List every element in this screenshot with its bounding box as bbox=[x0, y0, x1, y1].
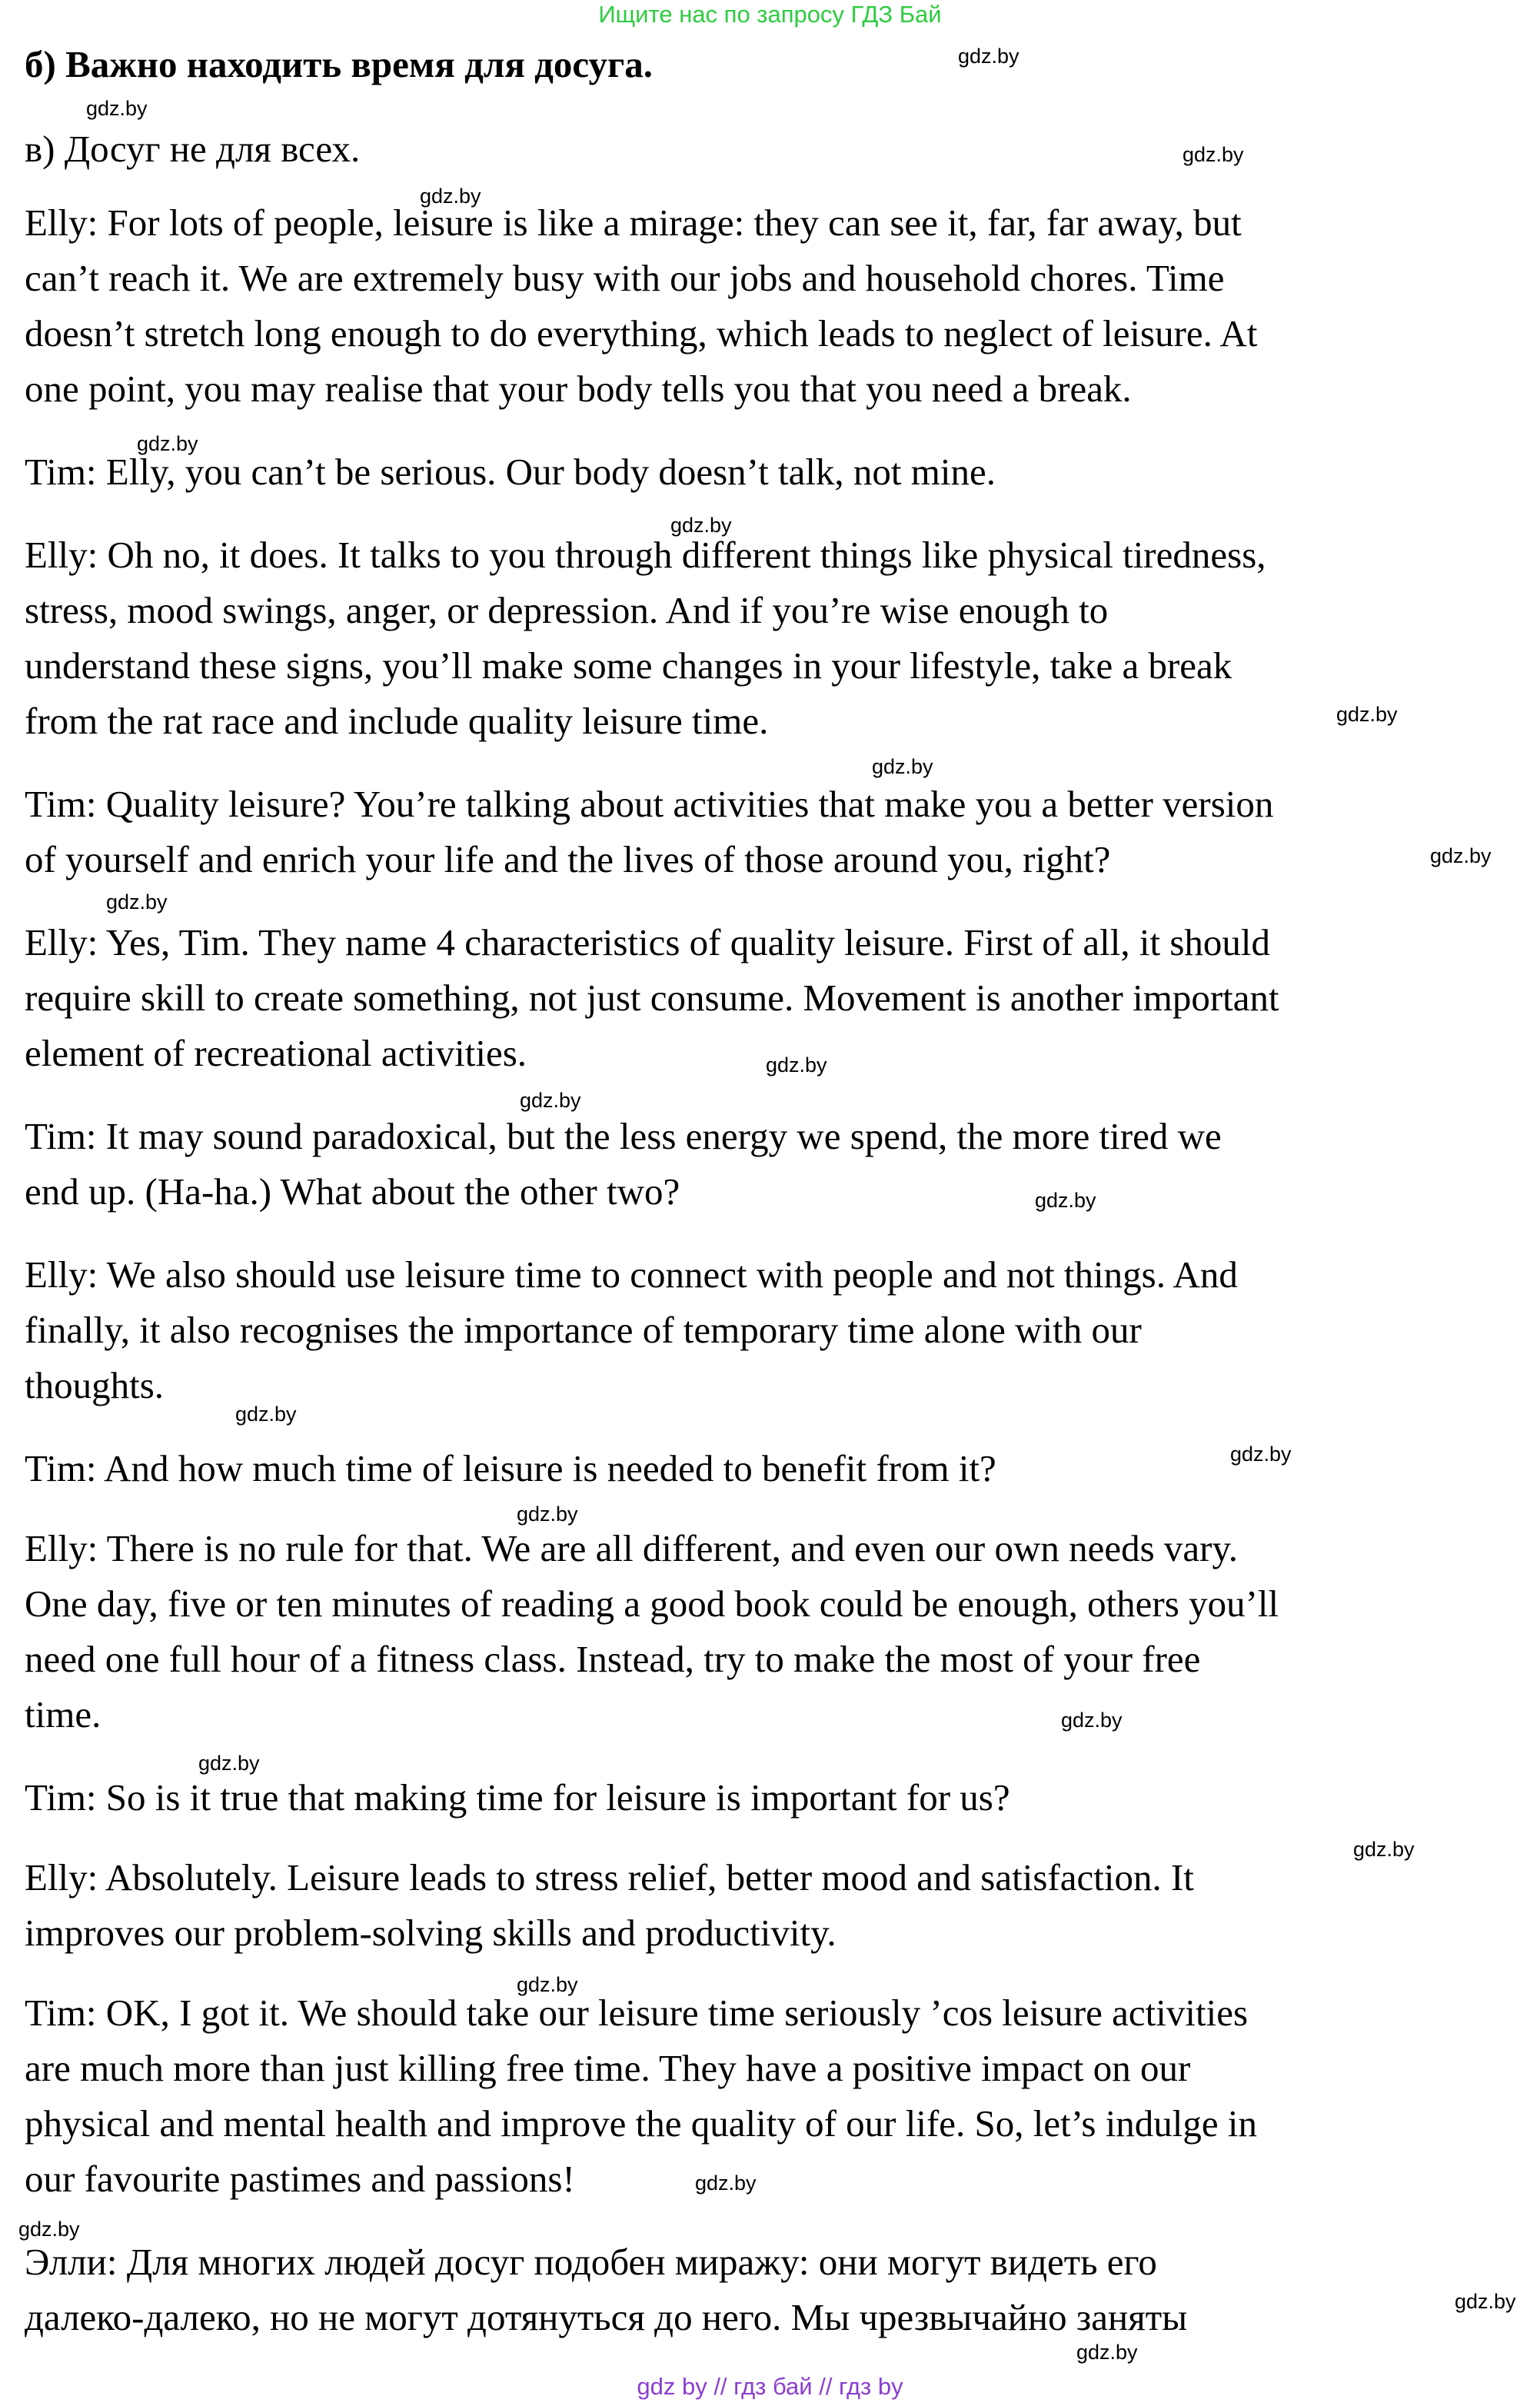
watermark: gdz.by bbox=[420, 185, 481, 208]
text-line: improves our problem-solving skills and productivity. bbox=[25, 1912, 837, 1954]
text-line: are much more than just killing free time. They have a positive impact on our bbox=[25, 2047, 1191, 2089]
text-line: Elly: We also should use leisure time to connect with people and not things. And bbox=[25, 1253, 1238, 1296]
text-line: stress, mood swings, anger, or depression. And if you’re wise enough to bbox=[25, 589, 1109, 631]
text-line: time. bbox=[25, 1693, 101, 1735]
text-line: end up. (Ha-ha.) What about the other two? bbox=[25, 1170, 680, 1213]
watermark: gdz.by bbox=[1035, 1189, 1096, 1212]
watermark: gdz.by bbox=[1061, 1709, 1123, 1732]
text-line: one point, you may realise that your body tells you that you need a break. bbox=[25, 368, 1132, 410]
text-line: require skill to create something, not just consume. Movement is another important bbox=[25, 977, 1279, 1019]
watermark: gdz.by bbox=[1182, 143, 1244, 166]
text-line: Tim: It may sound paradoxical, but the less energy we spend, the more tired we bbox=[25, 1115, 1222, 1157]
text-line: Tim: OK, I got it. We should take our leisure time seriously ’cos leisure activities bbox=[25, 1992, 1249, 2034]
watermark: gdz.by bbox=[670, 514, 732, 537]
watermark: gdz.by bbox=[517, 1973, 578, 1996]
watermark: gdz.by bbox=[1336, 703, 1398, 726]
text-line: далеко-далеко, но не могут дотянуться до него. Мы чрезвычайно заняты bbox=[25, 2296, 1188, 2338]
text-line: thoughts. bbox=[25, 1364, 165, 1406]
text-line: Elly: There is no rule for that. We are all different, and even our own needs vary. bbox=[25, 1527, 1239, 1569]
text-line: finally, it also recognises the importance of temporary time alone with our bbox=[25, 1309, 1142, 1351]
header-banner: Ищите нас по запросу ГДЗ Бай bbox=[598, 1, 942, 28]
text-line: Tim: So is it true that making time for leisure is important for us? bbox=[25, 1776, 1010, 1819]
watermark: gdz.by bbox=[766, 1053, 827, 1077]
text-line: Tim: Quality leisure? You’re talking about activities that make you a better version bbox=[25, 783, 1274, 825]
watermark: gdz.by bbox=[1076, 2341, 1138, 2364]
text-line: need one full hour of a fitness class. Instead, try to make the most of your free bbox=[25, 1638, 1201, 1680]
watermark: gdz.by bbox=[106, 890, 168, 913]
text-line: Элли: Для многих людей досуг подобен миражу: они могут видеть его bbox=[25, 2241, 1157, 2283]
watermark: gdz.by bbox=[1430, 844, 1492, 867]
text-line: Elly: Yes, Tim. They name 4 characteristics of quality leisure. First of all, it should bbox=[25, 921, 1271, 963]
watermark: gdz.by bbox=[958, 45, 1019, 68]
watermark: gdz.by bbox=[1353, 1838, 1415, 1861]
text-line: element of recreational activities. bbox=[25, 1032, 527, 1074]
watermark: gdz.by bbox=[1230, 1443, 1292, 1466]
watermark: gdz.by bbox=[1455, 2290, 1516, 2313]
text-line: can’t reach it. We are extremely busy with our jobs and household chores. Time bbox=[25, 257, 1225, 299]
text-line: from the rat race and include quality leisure time. bbox=[25, 700, 769, 742]
footer-banner: gdz by // гдз бай // гдз by bbox=[637, 2373, 903, 2400]
heading-line: б) Важно находить время для досуга. bbox=[25, 43, 653, 85]
text-line: understand these signs, you’ll make some changes in your lifestyle, take a break bbox=[25, 644, 1232, 687]
text-line: physical and mental health and improve the quality of our life. So, let’s indulge in bbox=[25, 2102, 1258, 2145]
watermark: gdz.by bbox=[86, 97, 148, 120]
text-line: Elly: Oh no, it does. It talks to you through different things like physical tiredness, bbox=[25, 534, 1266, 576]
text-line: Tim: And how much time of leisure is needed to benefit from it? bbox=[25, 1447, 996, 1489]
text-line: our favourite pastimes and passions! bbox=[25, 2158, 575, 2200]
text-line: Elly: Absolutely. Leisure leads to stress relief, better mood and satisfaction. It bbox=[25, 1856, 1194, 1899]
watermark: gdz.by bbox=[137, 432, 198, 455]
text-line: Tim: Elly, you can’t be serious. Our body doesn’t talk, not mine. bbox=[25, 451, 996, 493]
text-line: Elly: For lots of people, leisure is like a mirage: they can see it, far, far away, but bbox=[25, 201, 1242, 244]
text-line: of yourself and enrich your life and the lives of those around you, right? bbox=[25, 838, 1111, 880]
text-line: One day, five or ten minutes of reading a good book could be enough, others you’ll bbox=[25, 1582, 1279, 1625]
watermark: gdz.by bbox=[517, 1503, 578, 1526]
heading-line: в) Досуг не для всех. bbox=[25, 128, 361, 170]
watermark: gdz.by bbox=[872, 755, 933, 778]
watermark: gdz.by bbox=[695, 2171, 757, 2195]
watermark: gdz.by bbox=[235, 1403, 297, 1426]
watermark: gdz.by bbox=[18, 2218, 80, 2241]
watermark: gdz.by bbox=[198, 1752, 260, 1775]
watermark: gdz.by bbox=[520, 1089, 581, 1112]
text-line: doesn’t stretch long enough to do everything, which leads to neglect of leisure. At bbox=[25, 312, 1258, 354]
